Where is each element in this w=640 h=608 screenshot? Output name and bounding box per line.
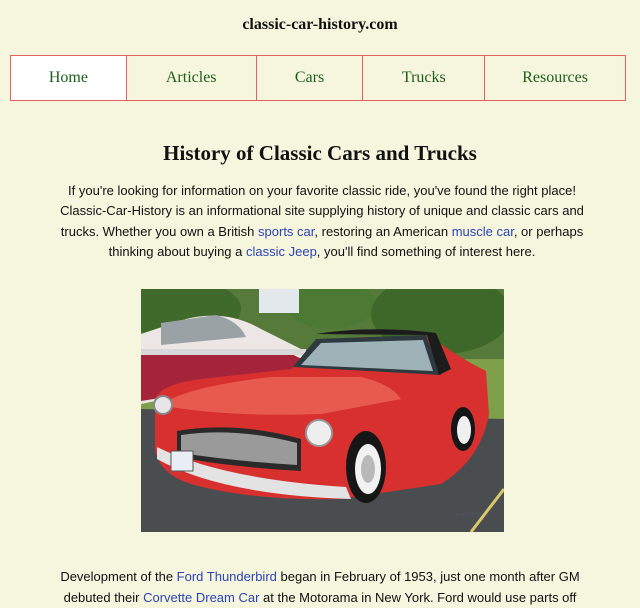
para-text-2: began in February of 1953, just one month after GM debuted their <box>63 569 580 605</box>
nav-item-articles[interactable]: Articles <box>126 55 257 101</box>
page-heading: History of Classic Cars and Trucks <box>163 141 477 165</box>
nav-item-home[interactable]: Home <box>10 55 127 101</box>
para-text-1: Development of the <box>60 569 177 584</box>
para-text-3: at the Motorama in New York. Ford would use parts off <box>259 589 577 605</box>
sports-car-link[interactable]: sports car <box>258 223 315 239</box>
intro-paragraph <box>52 181 592 262</box>
classic-jeep-link[interactable]: classic Jeep <box>245 243 317 259</box>
intro-text-1: If you're looking for information on your favorite classic ride, you've found the right place! Classic-Car-History is an informational site supplying history of unique and classic cars and trucks. Whether you own a British <box>60 183 584 239</box>
photo-credit: realfnd.com <box>455 512 482 518</box>
nav-item-cars[interactable]: Cars <box>256 55 364 101</box>
intro-text-4: , you'll find something of interest here. <box>316 243 536 259</box>
nav-item-trucks[interactable]: Trucks <box>362 55 485 101</box>
intro-text-3: , or perhaps thinking about buying a <box>108 223 584 259</box>
red-thunderbird-image <box>141 289 504 532</box>
muscle-car-link[interactable]: muscle car <box>451 223 514 239</box>
thunderbird-photo <box>141 289 504 532</box>
ford-thunderbird-link[interactable]: Ford Thunderbird <box>176 569 277 584</box>
main-nav <box>10 55 626 100</box>
nav-item-resources[interactable]: Resources <box>484 55 626 101</box>
thunderbird-paragraph <box>40 567 600 608</box>
site-title: classic-car-history.com <box>242 16 398 33</box>
corvette-dream-car-link[interactable]: Corvette Dream Car <box>143 589 260 605</box>
intro-text-2: , restoring an American <box>314 223 452 239</box>
